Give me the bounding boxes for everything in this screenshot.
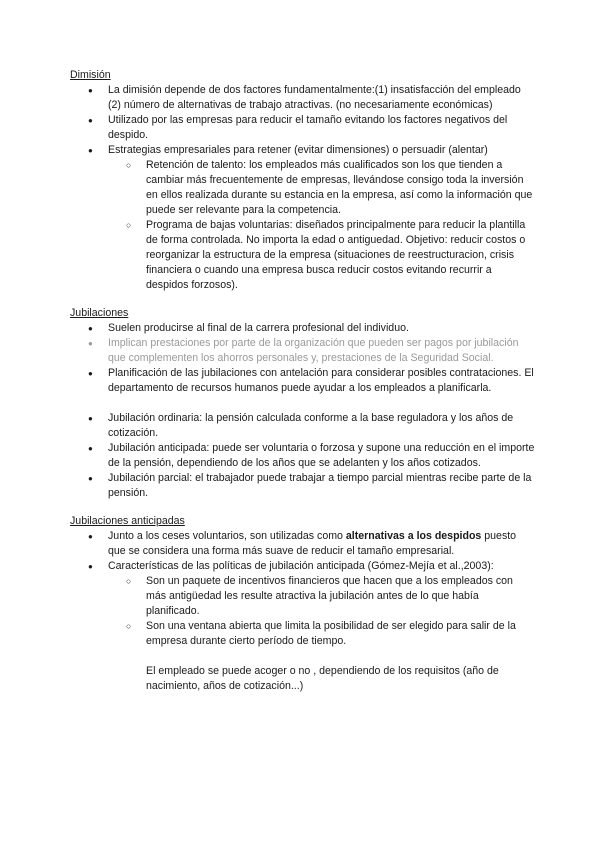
list-item: ● Jubilación ordinaria: la pensión calculada conforme a la base reguladora y los años de cotización. — [70, 411, 535, 441]
list-item — [70, 143, 535, 293]
sub-list-item: ○ Son un paquete de incentivos financieros que hacen que a los empleados con más antigüedad les resulte atractiva la jubilación antes de lo que había planificado. — [108, 574, 535, 619]
document-content — [70, 68, 535, 694]
sub-list-item — [108, 619, 535, 694]
spacer — [70, 293, 535, 306]
dimision-sublist — [108, 158, 535, 293]
text-run: Junto a los ceses voluntarios, son utilizadas como — [108, 530, 346, 542]
anticipadas-list — [70, 529, 535, 694]
list-item: ● Planificación de las jubilaciones con antelación para considerar posibles contrataciones. El departamento de recursos humanos puede ayudar a los empleados a planificarla. — [70, 366, 535, 396]
dimision-list — [70, 83, 535, 293]
anticipadas-sublist — [108, 574, 535, 694]
section-title-dimision: Dimisión — [70, 69, 111, 81]
list-item — [70, 559, 535, 694]
list-item-text: Estrategias empresariales para retener (evitar dimensiones) o persuadir (alentar) — [108, 144, 488, 156]
section-title-jubilaciones-anticipadas: Jubilaciones anticipadas — [70, 515, 185, 527]
note-paragraph: El empleado se puede acoger o no , dependiendo de los requisitos (año de nacimiento, años de cotización...) — [146, 665, 499, 692]
sub-list-item: ○ Retención de talento: los empleados más cualificados son los que tienden a cambiar más frecuentemente de empresas, llevándose consigo toda la inversión en ellos realizada durante su estancia en la empresa, así como la información que puede ser relevante para la competencia. — [108, 158, 535, 218]
list-item: ● La dimisión depende de dos factores fundamentalmente:(1) insatisfacción del empleado (2) número de alternativas de trabajo atractivas. (no necesariamente económicas) — [70, 83, 535, 113]
spacer — [70, 501, 535, 514]
list-item: ● Jubilación anticipada: puede ser voluntaria o forzosa y supone una reducción en el importe de la pensión, dependiendo de los años que se adelanten y los años cotizados. — [70, 441, 535, 471]
section-title-jubilaciones: Jubilaciones — [70, 307, 129, 319]
list-item: ● Suelen producirse al final de la carrera profesional del individuo. — [70, 321, 535, 336]
jubilaciones-types-list — [70, 411, 535, 501]
bold-text: alternativas a los despidos — [345, 530, 482, 542]
list-item: ● Jubilación parcial: el trabajador puede trabajar a tiempo parcial mientras recibe parte de la pensión. — [70, 471, 535, 501]
list-item-text: Características de las políticas de jubilación anticipada (Gómez-Mejía et al.,2003): — [108, 560, 494, 572]
spacer — [70, 396, 535, 411]
text-run: puesto que se considera una forma más suave de reducir el tamaño empresarial. — [108, 530, 517, 557]
list-item-faded: ● Implican prestaciones por parte de la organización que pueden ser pagos por jubilación que complementen los ahorros personales y, prestaciones de la Seguridad Social. — [70, 336, 535, 366]
jubilaciones-list — [70, 321, 535, 396]
list-item: ● Utilizado por las empresas para reducir el tamaño evitando los factores negativos del despido. — [70, 113, 535, 143]
sub-list-item-text: Son una ventana abierta que limita la posibilidad de ser elegido para salir de la empresa durante cierto período de tiempo. — [146, 620, 516, 647]
sub-list-item: ○ Programa de bajas voluntarias: diseñados principalmente para reducir la plantilla de forma controlada. No importa la edad o antiguedad. Objetivo: reducir costos o reorganizar la estructura de la empresa (situaciones de reestructuracion, crisis financiera o cuando una empresa busca reducir costos evitando recurrir a despidos forzosos). — [108, 218, 535, 293]
list-item — [70, 529, 535, 559]
